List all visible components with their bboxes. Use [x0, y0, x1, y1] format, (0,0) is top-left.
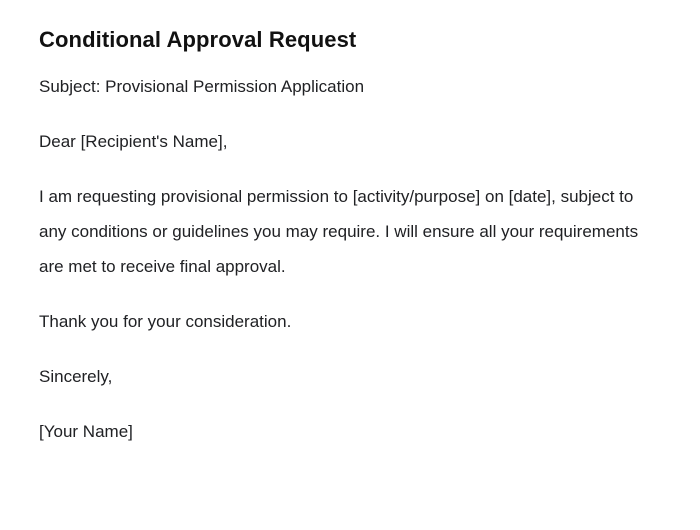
greeting-line: Dear [Recipient's Name], — [39, 132, 228, 151]
closing-line: Sincerely, — [39, 367, 113, 386]
body-paragraph: I am requesting provisional permission to [activity/purpose] on [date], subject to any conditions or guidelines you may require. I will ensure all your requirements are met to receive final approval. — [39, 187, 639, 276]
signature-line: [Your Name] — [39, 422, 133, 441]
subject-line: Subject: Provisional Permission Application — [39, 77, 365, 96]
thanks-line: Thank you for your consideration. — [39, 312, 292, 331]
document-title: Conditional Approval Request — [39, 27, 357, 52]
